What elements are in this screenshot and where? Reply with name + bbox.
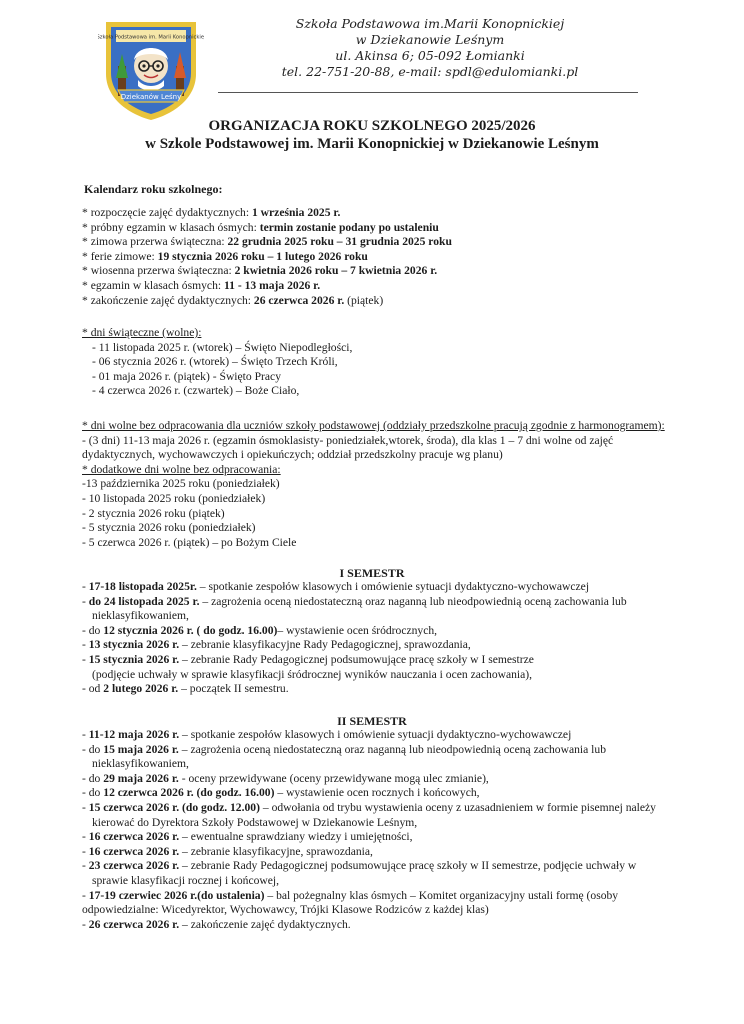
list-item: kierować do Dyrektora Szkoły Podstawowej w Dziekanowie Leśnym,: [92, 815, 418, 829]
school-location: w Dziekanowie Leśnym: [355, 32, 505, 47]
title-line-2: w Szkole Podstawowej im. Marii Konopnickiej w Dziekanowie Leśnym: [145, 136, 599, 152]
list-item: - do 12 stycznia 2026 r. ( do godz. 16.00)– wystawienie ocen śródrocznych,: [82, 623, 438, 637]
list-item: -13 października 2025 roku (poniedziałek): [82, 477, 280, 491]
school-contact: tel. 22-751-20-88, e-mail: spdl@edulomianki.pl: [281, 64, 579, 79]
logo-ribbon-text: Dziekanów Leśny: [120, 93, 182, 101]
list-item: odpowiedzialne: Wicedyrektor, Wychowawcy, Trójki Klasowe Rodziców z każdej klas): [82, 903, 489, 917]
list-item: * ferie zimowe: 19 stycznia 2026 roku – 1 lutego 2026 roku: [82, 249, 368, 263]
list-item: - 17-19 czerwiec 2026 r.(do ustalenia) – bal pożegnalny klas ósmych – Komitet organizacyjny ustali formę (osoby: [82, 888, 619, 902]
extra-days-heading: * dodatkowe dni wolne bez odpracowania:: [82, 462, 281, 476]
calendar-list: [82, 206, 702, 308]
list-item: - 10 listopada 2025 roku (poniedziałek): [82, 491, 266, 505]
semester-2-list: [82, 728, 702, 932]
list-item: - 11 listopada 2025 r. (wtorek) – Święto Niepodległości,: [92, 340, 353, 354]
list-item: * zimowa przerwa świąteczna: 22 grudnia 2025 roku – 31 grudnia 2025 roku: [82, 235, 452, 249]
title-line-1: ORGANIZACJA ROKU SZKOLNEGO 2025/2026: [208, 118, 536, 134]
list-item: - 15 czerwca 2026 r. (do godz. 12.00) – odwołania od trybu wystawienia oceny z uzasadnieniem w formie pisemnej należy: [82, 800, 656, 814]
list-item: - 4 czerwca 2026 r. (czwartek) – Boże Ciało,: [92, 384, 300, 398]
list-item: - 15 stycznia 2026 r. – zebranie Rady Pedagogicznej podsumowujące pracę szkoły w I semestrze: [82, 652, 534, 666]
list-item: * rozpoczęcie zajęć dydaktycznych: 1 września 2025 r.: [82, 206, 341, 219]
free-days-line: - (3 dni) 11-13 maja 2026 r. (egzamin ósmoklasisty- poniedziałek,wtorek, środa), dla klas 1 – 7 dni wolne od zajęć: [82, 433, 614, 447]
list-item: - 11-12 maja 2026 r. – spotkanie zespołów klasowych i omówienie sytuacji dydaktyczno-wychowawczej: [82, 728, 572, 741]
list-item: nieklasyfikowaniem,: [92, 757, 189, 771]
semester-1-heading: I SEMESTR: [339, 566, 405, 580]
list-item: - 23 czerwca 2026 r. – zebranie Rady Pedagogicznej podsumowujące pracę szkoły w II semestrze, podjęcie uchwały w: [82, 859, 637, 873]
calendar-heading: Kalendarz roku szkolnego:: [84, 182, 223, 196]
list-item: - 2 stycznia 2026 roku (piątek): [82, 506, 225, 520]
document-title: [0, 117, 744, 153]
list-item: * wiosenna przerwa świąteczna: 2 kwietnia 2026 roku – 7 kwietnia 2026 r.: [82, 264, 438, 278]
school-crest-icon: [98, 16, 204, 122]
list-item: * zakończenie zajęć dydaktycznych: 26 czerwca 2026 r. (piątek): [82, 293, 384, 307]
list-item: - do 12 czerwca 2026 r. (do godz. 16.00) – wystawienie ocen rocznych i końcowych,: [82, 786, 480, 800]
list-item: * egzamin w klasach ósmych: 11 - 13 maja 2026 r.: [82, 278, 321, 292]
list-item: - do 15 maja 2026 r. – zagrożenia oceną niedostateczną oraz naganną lub nieodpowiednią oceną zachowania lub: [82, 742, 606, 756]
list-item: - 16 czerwca 2026 r. – ewentualne sprawdziany wiedzy i umiejętności,: [82, 830, 413, 844]
school-name: Szkoła Podstawowa im.Marii Konopnickiej: [295, 16, 565, 31]
logo-top-text: Szkoła Podstawowa im. Marii Konopnickiej: [98, 34, 204, 41]
holidays-section: [82, 326, 702, 399]
list-item: - od 2 lutego 2026 r. – początek II semestru.: [82, 682, 289, 696]
semester-1-list: [82, 580, 702, 697]
list-item: sprawie klasyfikacji rocznej i końcowej,: [92, 873, 280, 887]
school-header: [220, 16, 640, 80]
list-item: - 5 stycznia 2026 roku (poniedziałek): [82, 521, 256, 535]
list-item: * próbny egzamin w klasach ósmych: termin zostanie podany po ustaleniu: [82, 220, 439, 234]
list-item: - 5 czerwca 2026 r. (piątek) – po Bożym Ciele: [82, 535, 297, 549]
list-item: - 06 stycznia 2026 r. (wtorek) – Święto Trzech Króli,: [92, 355, 338, 369]
list-item: - 17-18 listopada 2025r. – spotkanie zespołów klasowych i omówienie sytuacji dydaktyczno-wychowawczej: [82, 580, 590, 593]
list-item: - 13 stycznia 2026 r. – zebranie klasyfikacyjne Rady Pedagogicznej, sprawozdania,: [82, 638, 471, 652]
header-divider: [218, 92, 638, 93]
semester-2-heading: II SEMESTR: [337, 714, 407, 728]
list-item: - 26 czerwca 2026 r. – zakończenie zajęć dydaktycznych.: [82, 917, 351, 931]
school-address: ul. Akinsa 6; 05-092 Łomianki: [335, 48, 525, 63]
free-days-line: dydaktycznych, wychowawczych i opiekuńczych; oddział przedszkolny pracuje wg planu): [82, 448, 503, 462]
list-item: - 01 maja 2026 r. (piątek) - Święto Pracy: [92, 369, 281, 383]
list-item: (podjęcie uchwały w sprawie klasyfikacji śródrocznej wyników nauczania i ocen zachowania),: [92, 667, 533, 681]
free-days-section: [82, 419, 702, 550]
list-item: - do 24 listopada 2025 r. – zagrożenia oceną niedostateczną oraz naganną lub nieodpowiednią oceną zachowania lub: [82, 594, 627, 608]
list-item: nieklasyfikowaniem,: [92, 609, 189, 623]
holidays-heading: * dni świąteczne (wolne):: [82, 326, 202, 339]
school-logo: [98, 16, 204, 122]
list-item: - 16 czerwca 2026 r. – zebranie klasyfikacyjne, sprawozdania,: [82, 844, 373, 858]
list-item: - do 29 maja 2026 r. - oceny przewidywane (oceny przewidywane mogą ulec zmianie),: [82, 771, 489, 785]
free-days-heading: * dni wolne bez odpracowania dla uczniów szkoły podstawowej (oddziały przedszkolne pracują zgodnie z harmonogramem):: [82, 419, 665, 432]
